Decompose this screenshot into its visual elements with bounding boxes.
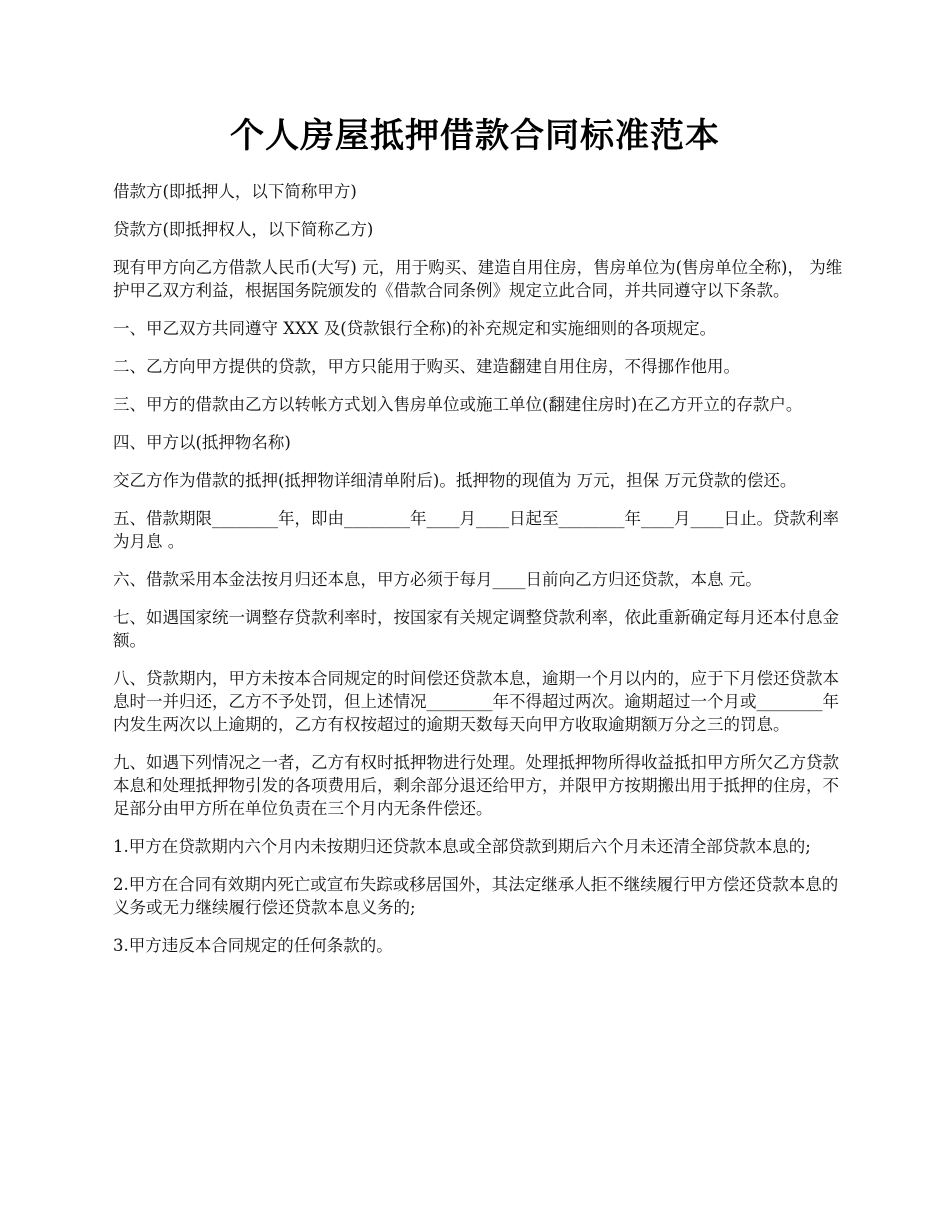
clause-1: 一、甲乙双方共同遵守 XXX 及(贷款银行全称)的补充规定和实施细则的各项规定。 [113,319,717,338]
paragraph-preamble: 现有甲方向乙方借款人民币(大写) 元，用于购买、建造自用住房，售房单位为(售房单位全称)， 为维护甲乙双方利益，根据国务院颁发的《借款合同条例》规定立此合同，并共同遵守以下条款。 [113,258,843,300]
clause-4-continued: 交乙方作为借款的抵押(抵押物详细清单附后)。抵押物的现值为 万元，担保 万元贷款的偿还。 [113,471,797,490]
paragraph-lender: 贷款方(即抵押权人，以下简称乙方) [113,220,374,239]
clause-9-item-3: 3.甲方违反本合同规定的任何条款的。 [113,936,393,955]
clause-3: 三、甲方的借款由乙方以转帐方式划入售房单位或施工单位(翻建住房时)在乙方开立的存款户。 [113,395,803,414]
clause-9: 九、如遇下列情况之一者，乙方有权时抵押物进行处理。处理抵押物所得收益抵扣甲方所欠乙方贷款本息和处理抵押物引发的各项费用后，剩余部分退还给甲方，并限甲方按期搬出用于抵押的住房，不足部分由甲方所在单位负责在三个月内无条件偿还。 [113,753,839,818]
document-title: 个人房屋抵押借款合同标准范本 [230,116,720,156]
clause-9-item-1: 1.甲方在贷款期内六个月内未按期归还贷款本息或全部贷款到期后六个月未还清全部贷款本息的; [113,837,811,856]
clause-7: 七、如遇国家统一调整存贷款利率时，按国家有关规定调整贷款利率，依此重新确定每月还本付息金额。 [113,608,839,650]
clause-9-item-2: 2.甲方在合同有效期内死亡或宣布失踪或移居国外，其法定继承人拒不继续履行甲方偿还贷款本息的义务或无力继续履行偿还贷款本息义务的; [113,875,839,917]
clause-8: 八、贷款期内，甲方未按本合同规定的时间偿还贷款本息，逾期一个月以内的，应于下月偿还贷款本息时一并归还，乙方不予处罚，但上述情况________年不得超过两次。逾期超过一个月或________年内发生两次以上逾期的，乙方有权按超过的逾期天数每天向甲方收取逾期额万分之三的罚息。 [113,669,839,734]
paragraph-borrower: 借款方(即抵押人，以下简称甲方) [113,182,357,201]
clause-5: 五、借款期限________年，即由________年____月____日起至________年____月____日止。贷款利率为月息 。 [113,509,839,551]
clause-2: 二、乙方向甲方提供的贷款，甲方只能用于购买、建造翻建自用住房，不得挪作他用。 [113,357,740,376]
clause-6: 六、借款采用本金法按月归还本息，甲方必须于每月____日前向乙方归还贷款，本息 元。 [113,570,762,589]
document-body [113,180,848,972]
clause-4: 四、甲方以(抵押物名称) [113,433,291,452]
